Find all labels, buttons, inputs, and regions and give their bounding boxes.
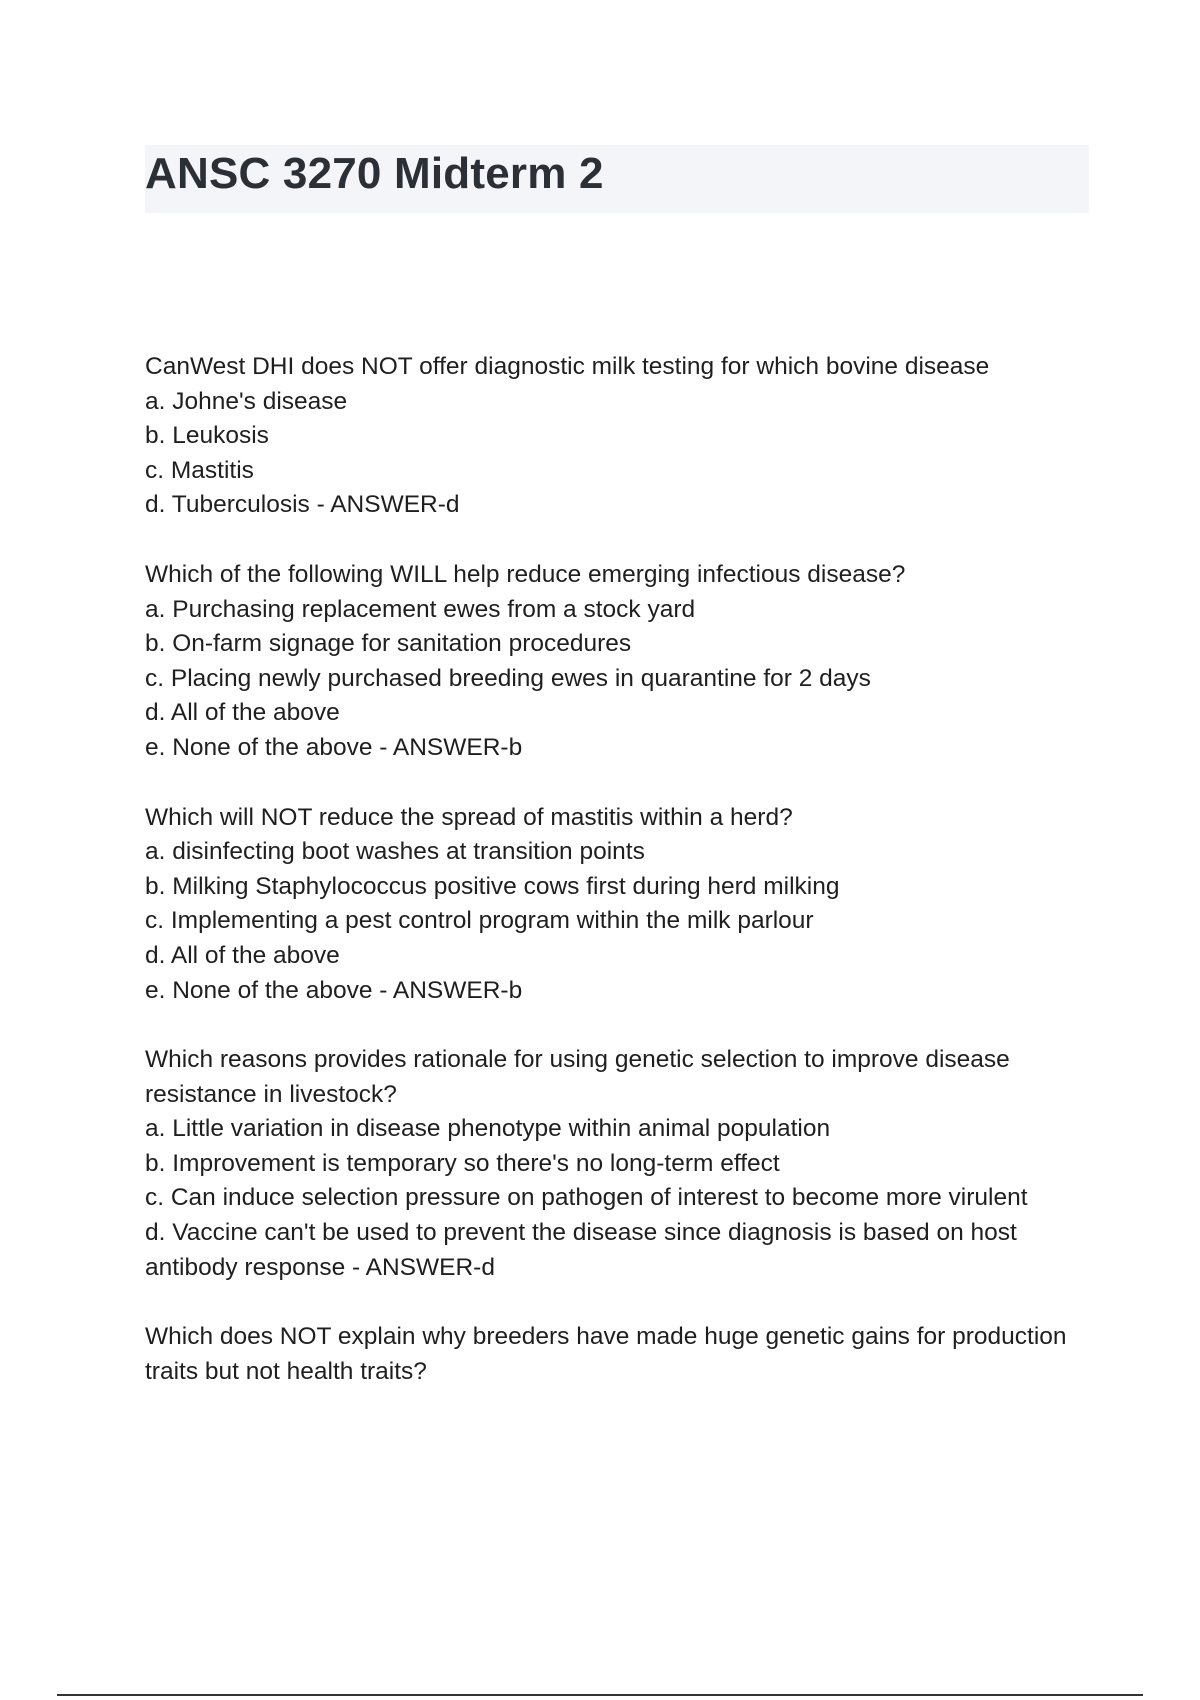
answer-option: a. Purchasing replacement ewes from a stock yard — [145, 595, 696, 623]
question-list — [145, 350, 1085, 1424]
answer-option: a. disinfecting boot washes at transition points — [145, 838, 645, 866]
answer-option: a. Johne's disease — [145, 387, 348, 415]
question-block — [145, 558, 1085, 766]
question-text: CanWest DHI does NOT offer diagnostic milk testing for which bovine disease — [145, 353, 990, 380]
answer-option: b. Improvement is temporary so there's no long-term effect — [145, 1149, 780, 1177]
title-bar — [145, 145, 1089, 213]
answer-option: d. All of the above — [145, 699, 340, 727]
answer-option: b. On-farm signage for sanitation procedures — [145, 630, 632, 658]
answer-option: c. Mastitis — [145, 456, 254, 484]
question-block — [145, 1320, 1085, 1389]
question-block — [145, 1043, 1085, 1285]
question-block — [145, 801, 1085, 1009]
answer-option: e. None of the above - ANSWER-b — [145, 733, 523, 761]
answer-option: b. Milking Staphylococcus positive cows first during herd milking — [145, 872, 840, 900]
answer-option: c. Implementing a pest control program within the milk parlour — [145, 907, 814, 935]
answer-option: d. All of the above — [145, 941, 340, 969]
answer-option: d. Tuberculosis - ANSWER-d — [145, 491, 460, 519]
answer-option: a. Little variation in disease phenotype within animal population — [145, 1115, 831, 1143]
answer-option: c. Can induce selection pressure on pathogen of interest to become more virulent — [145, 1184, 1028, 1212]
question-text: Which does NOT explain why breeders have made huge genetic gains for production traits but not health traits? — [145, 1323, 1067, 1385]
footer-divider — [57, 1694, 1143, 1696]
page-title: ANSC 3270 Midterm 2 — [145, 149, 604, 198]
question-text: Which of the following WILL help reduce emerging infectious disease? — [145, 560, 906, 588]
question-block — [145, 350, 1085, 523]
question-text: Which will NOT reduce the spread of mastitis within a herd? — [145, 803, 793, 831]
answer-option: c. Placing newly purchased breeding ewes in quarantine for 2 days — [145, 664, 871, 692]
answer-option: e. None of the above - ANSWER-b — [145, 976, 523, 1004]
question-text: Which reasons provides rationale for using genetic selection to improve disease resistance in livestock? — [145, 1046, 1010, 1108]
answer-option: b. Leukosis — [145, 422, 269, 450]
answer-option: d. Vaccine can't be used to prevent the disease since diagnosis is based on host antibody response - ANSWER-d — [145, 1219, 1017, 1281]
